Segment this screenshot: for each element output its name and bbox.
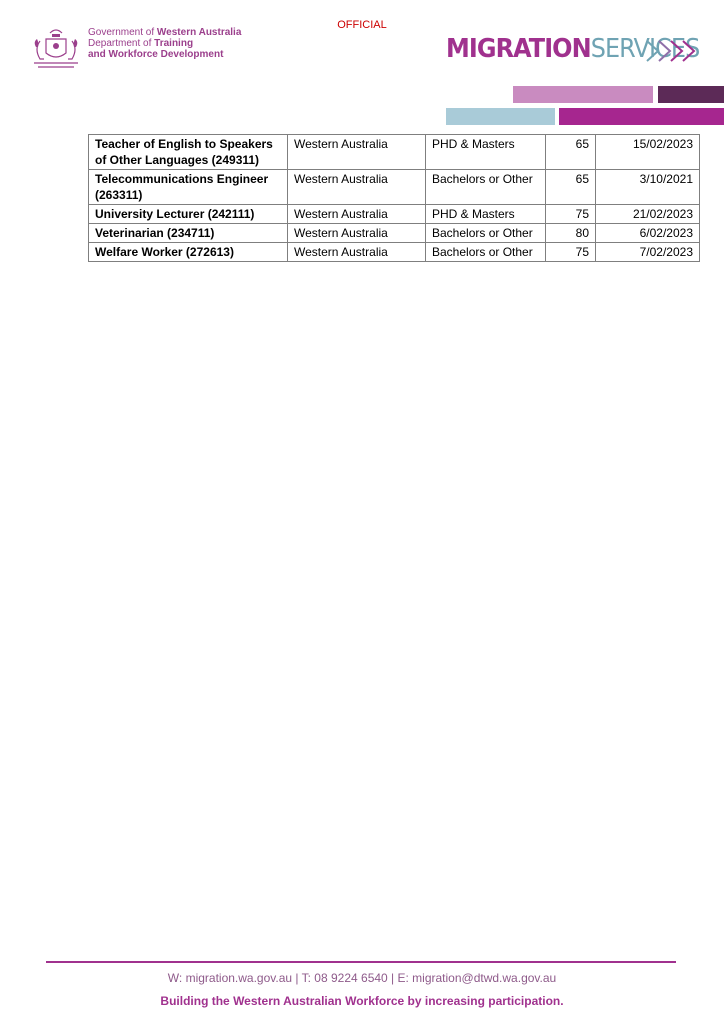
- score-cell: 65: [546, 170, 596, 205]
- state-cell: Western Australia: [288, 205, 426, 224]
- date-cell: 6/02/2023: [596, 224, 700, 243]
- qualification-cell: PHD & Masters: [426, 135, 546, 170]
- occupation-cell: Telecommunications Engineer (263311): [89, 170, 288, 205]
- date-cell: 3/10/2021: [596, 170, 700, 205]
- footer-contact-info: W: migration.wa.gov.au | T: 08 9224 6540 | E: migration@dtwd.wa.gov.au: [167, 971, 557, 985]
- qualification-cell: Bachelors or Other: [426, 224, 546, 243]
- footer-tagline: Building the Western Australian Workforce by increasing participation.: [160, 994, 564, 1008]
- state-cell: Western Australia: [288, 224, 426, 243]
- decorative-bar-light-purple: [513, 86, 653, 103]
- date-cell: 7/02/2023: [596, 243, 700, 262]
- score-cell: 80: [546, 224, 596, 243]
- state-cell: Western Australia: [288, 135, 426, 170]
- table-row: [89, 135, 700, 170]
- table-row: [89, 224, 700, 243]
- migration-services-logo: [446, 34, 721, 64]
- occupation-cell: University Lecturer (242111): [89, 205, 288, 224]
- date-cell: 15/02/2023: [596, 135, 700, 170]
- qualification-cell: PHD & Masters: [426, 205, 546, 224]
- decorative-bar-light-blue: [446, 108, 555, 125]
- government-name: Government of Western Australia Department of Training and Workforce Development: [88, 27, 242, 60]
- score-cell: 65: [546, 135, 596, 170]
- decorative-bar-dark-purple: [658, 86, 724, 103]
- score-cell: 75: [546, 243, 596, 262]
- table-row: [89, 205, 700, 224]
- footer-divider: [46, 961, 676, 963]
- score-cell: 75: [546, 205, 596, 224]
- brand-word-services: SERVICES: [590, 34, 700, 64]
- wa-coat-of-arms-icon: [28, 27, 84, 69]
- government-logo: [28, 27, 241, 69]
- occupation-cell: Teacher of English to Speakers of Other Languages (249311): [89, 135, 288, 170]
- occupation-table: [88, 134, 700, 262]
- chevron-arrows-icon: [645, 38, 697, 64]
- state-cell: Western Australia: [288, 243, 426, 262]
- occupation-cell: Veterinarian (234711): [89, 224, 288, 243]
- decorative-bar-magenta: [559, 108, 724, 125]
- state-cell: Western Australia: [288, 170, 426, 205]
- table-row: [89, 243, 700, 262]
- classification-label: OFFICIAL: [337, 19, 387, 31]
- brand-word-migration: MIGRATION: [446, 34, 591, 64]
- date-cell: 21/02/2023: [596, 205, 700, 224]
- qualification-cell: Bachelors or Other: [426, 243, 546, 262]
- qualification-cell: Bachelors or Other: [426, 170, 546, 205]
- occupation-cell: Welfare Worker (272613): [89, 243, 288, 262]
- table-row: [89, 170, 700, 205]
